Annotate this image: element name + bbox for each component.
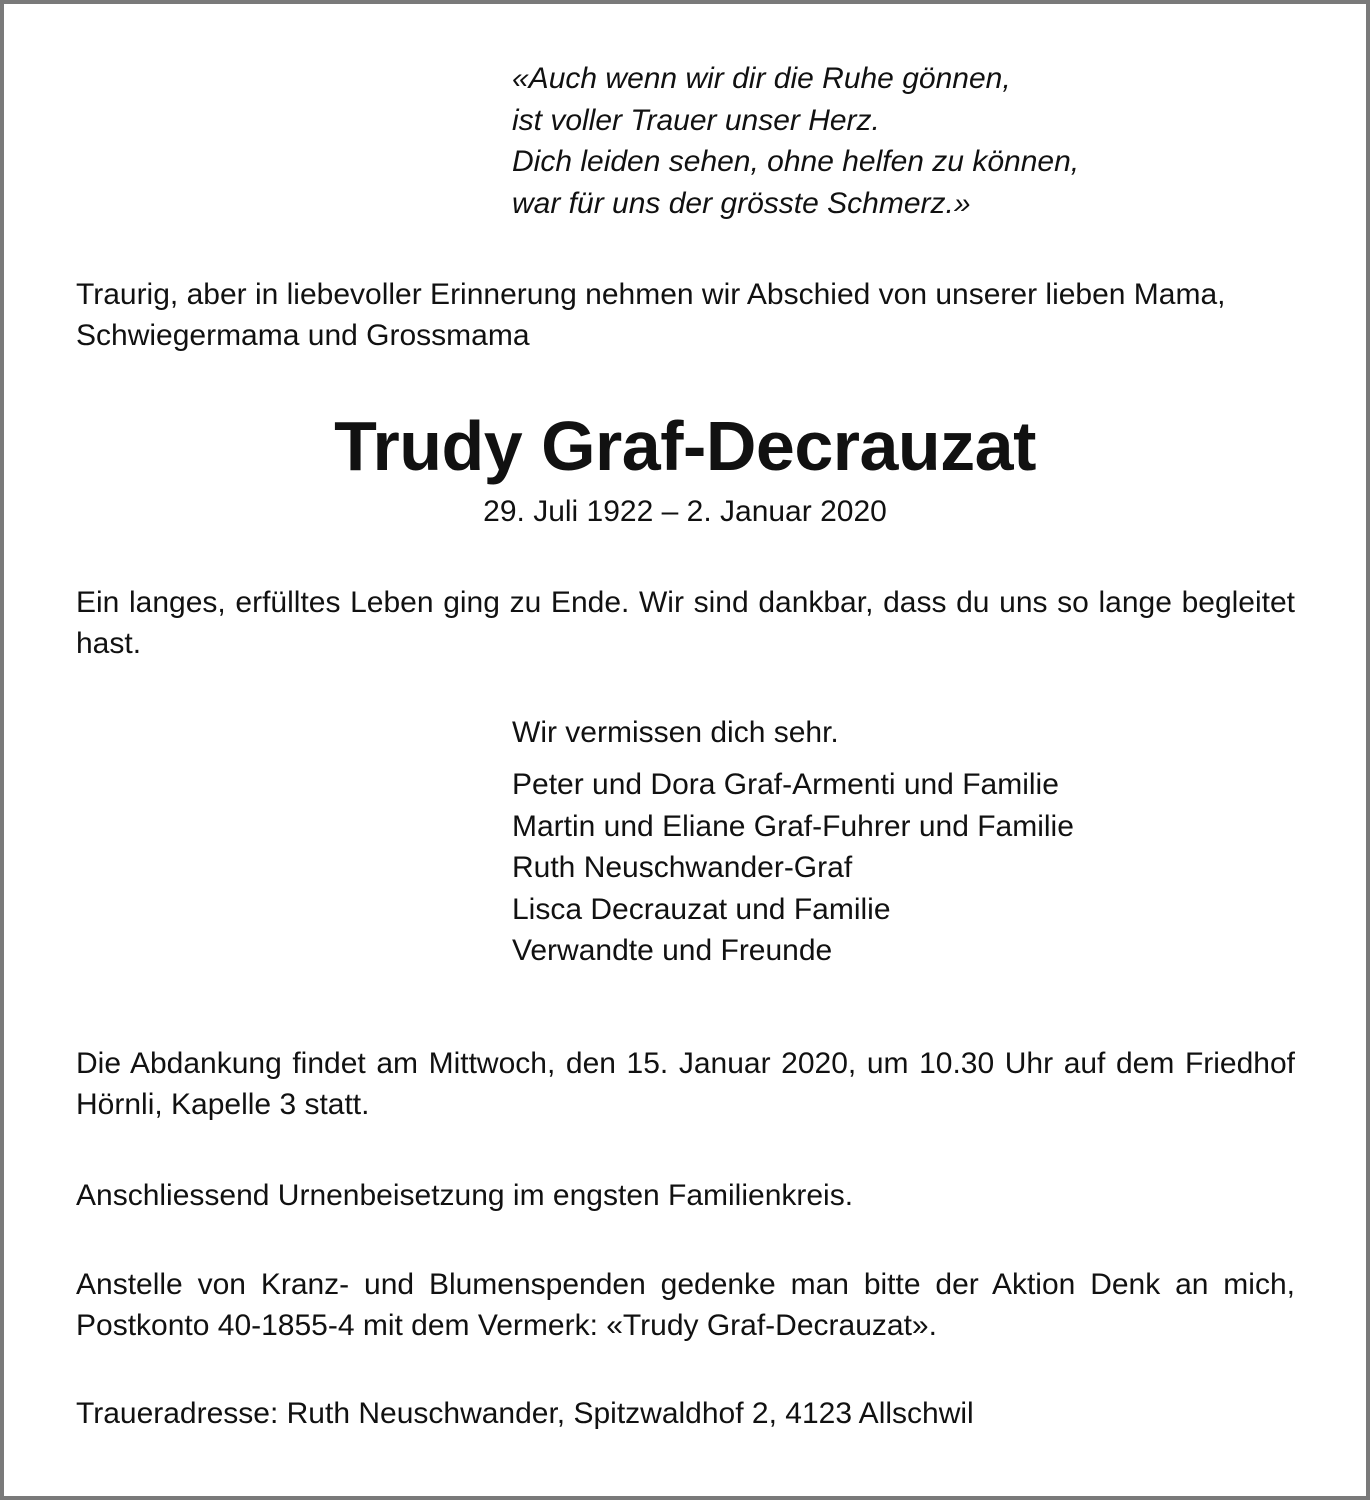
mourner: Martin und Eliane Graf-Fuhrer und Familie [512,809,1074,843]
intro-text: Traurig, aber in liebevoller Erinnerung nehmen wir Abschied von unserer lieben Mama, Schwiegermama und Grossmama [76,278,1226,352]
mourner: Lisca Decrauzat und Familie [512,892,891,926]
burial-text: Anschliessend Urnenbeisetzung im engsten Familienkreis. [76,1179,854,1212]
quote-line: ist voller Trauer unser Herz. [512,103,880,137]
quote-line: «Auch wenn wir dir die Ruhe gönnen, [512,62,1011,95]
quote-line: Dich leiden sehen, ohne helfen zu können, [512,145,1080,178]
life-dates: 29. Juli 1922 – 2. Januar 2020 [483,495,887,528]
poem-quote [512,58,1079,224]
mourner: Ruth Neuschwander-Graf [512,851,853,884]
mourner: Peter und Dora Graf-Armenti und Familie [512,768,1059,801]
ceremony-text: Die Abdankung findet am Mittwoch, den 15. Januar 2020, um 10.30 Uhr auf dem Friedhof Hörnli, Kapelle 3 statt. [76,1047,1295,1121]
donations-text: Anstelle von Kranz- und Blumenspenden gedenke man bitte der Aktion Denk an mich, Postkonto 40-1855-4 mit dem Vermerk: «Trudy Graf-Decrauzat». [76,1268,1295,1342]
address-text: Traueradresse: Ruth Neuschwander, Spitzwaldhof 2, 4123 Allschwil [76,1397,974,1430]
miss-line: Wir vermissen dich sehr. [512,716,839,749]
mourner: Verwandte und Freunde [512,934,833,967]
quote-line: war für uns der grösste Schmerz.» [512,186,971,220]
deceased-name: Trudy Graf-Decrauzat [334,407,1036,485]
mourners-list [512,764,1074,972]
tribute-text: Ein langes, erfülltes Leben ging zu Ende. Wir sind dankbar, dass du uns so lange begleitet hast. [76,586,1295,660]
